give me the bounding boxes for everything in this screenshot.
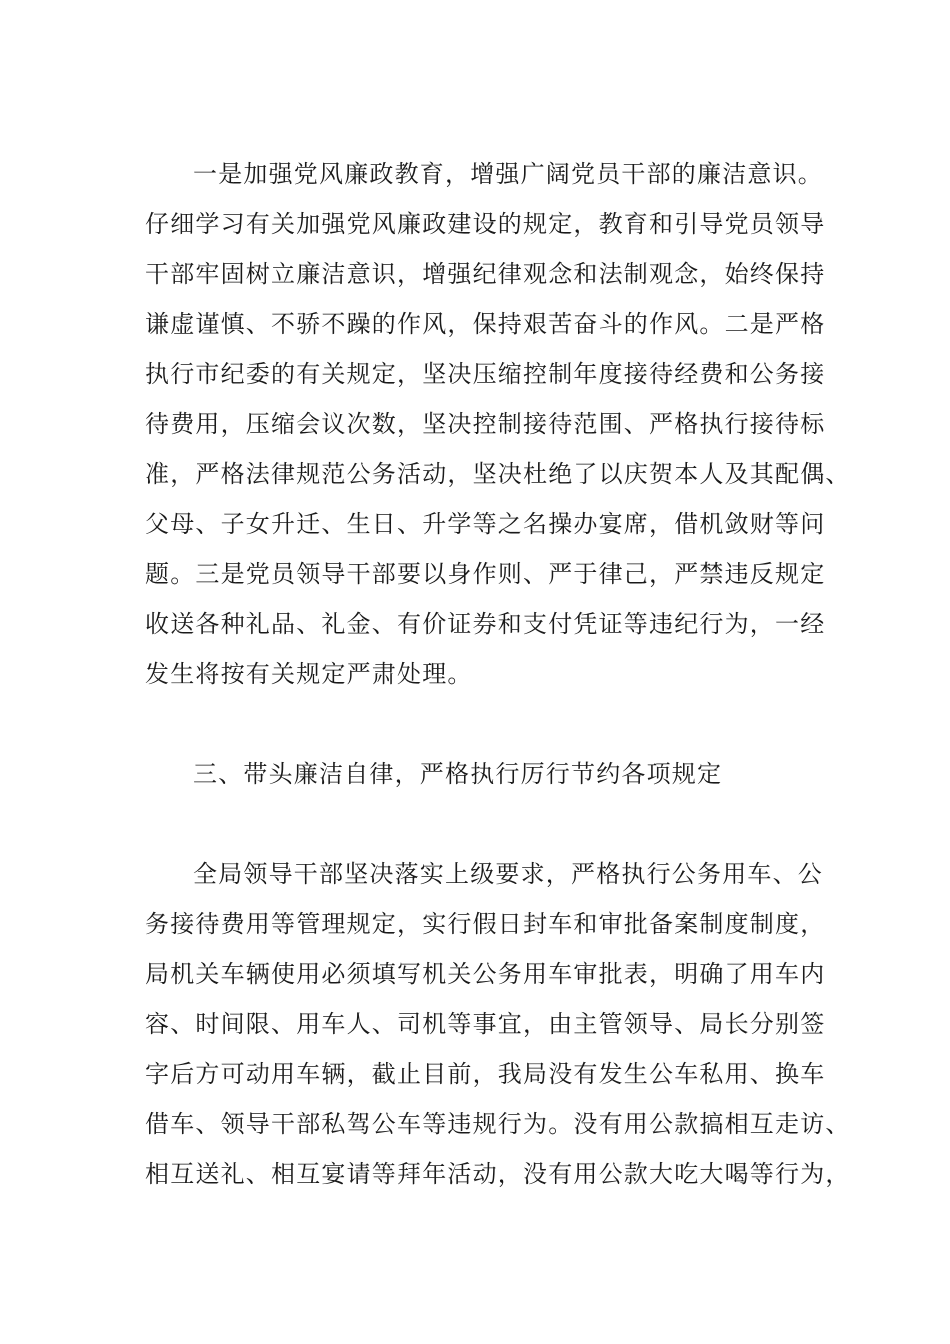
paragraph-2-line-6: 借车、领导干部私驾公车等违规行为。没有用公款搞相互走访、 bbox=[145, 1110, 851, 1138]
paragraph-2-line-4: 容、时间限、用车人、司机等事宜，由主管领导、局长分别签 bbox=[145, 1010, 826, 1038]
paragraph-2-line-7: 相互送礼、相互宴请等拜年活动，没有用公款大吃大喝等行为， bbox=[145, 1160, 851, 1188]
paragraph-1-line-6: 待费用，压缩会议次数，坚决控制接待范围、严格执行接待标 bbox=[145, 410, 826, 438]
paragraph-2-line-5: 字后方可动用车辆，截止目前，我局没有发生公车私用、换车 bbox=[145, 1060, 826, 1088]
paragraph-2-line-1: 全局领导干部坚决落实上级要求，严格执行公务用车、公 bbox=[193, 860, 823, 888]
paragraph-2-line-3: 局机关车辆使用必须填写机关公务用车审批表，明确了用车内 bbox=[145, 960, 826, 988]
paragraph-1-line-8: 父母、子女升迁、生日、升学等之名操办宴席，借机敛财等问 bbox=[145, 510, 826, 538]
paragraph-1-line-5: 执行市纪委的有关规定，坚决压缩控制年度接待经费和公务接 bbox=[145, 360, 826, 388]
paragraph-1-line-10: 收送各种礼品、礼金、有价证券和支付凭证等违纪行为，一经 bbox=[145, 610, 826, 638]
paragraph-1-line-2: 仔细学习有关加强党风廉政建设的规定，教育和引导党员领导 bbox=[145, 210, 826, 238]
paragraph-1-line-9: 题。三是党员领导干部要以身作则、严于律己，严禁违反规定 bbox=[145, 560, 826, 588]
paragraph-1-line-3: 干部牢固树立廉洁意识，增强纪律观念和法制观念，始终保持 bbox=[145, 260, 826, 288]
paragraph-1-line-4: 谦虚谨慎、不骄不躁的作风，保持艰苦奋斗的作风。二是严格 bbox=[145, 310, 826, 338]
paragraph-1-line-7: 准，严格法律规范公务活动，坚决杜绝了以庆贺本人及其配偶、 bbox=[145, 460, 851, 488]
paragraph-2-line-2: 务接待费用等管理规定，实行假日封车和审批备案制度制度， bbox=[145, 910, 826, 938]
paragraph-1-line-11: 发生将按有关规定严肃处理。 bbox=[145, 660, 473, 688]
paragraph-1-line-1: 一是加强党风廉政教育，增强广阔党员干部的廉洁意识。 bbox=[193, 160, 823, 188]
section-heading-3: 三、带头廉洁自律，严格执行厉行节约各项规定 bbox=[193, 760, 723, 788]
